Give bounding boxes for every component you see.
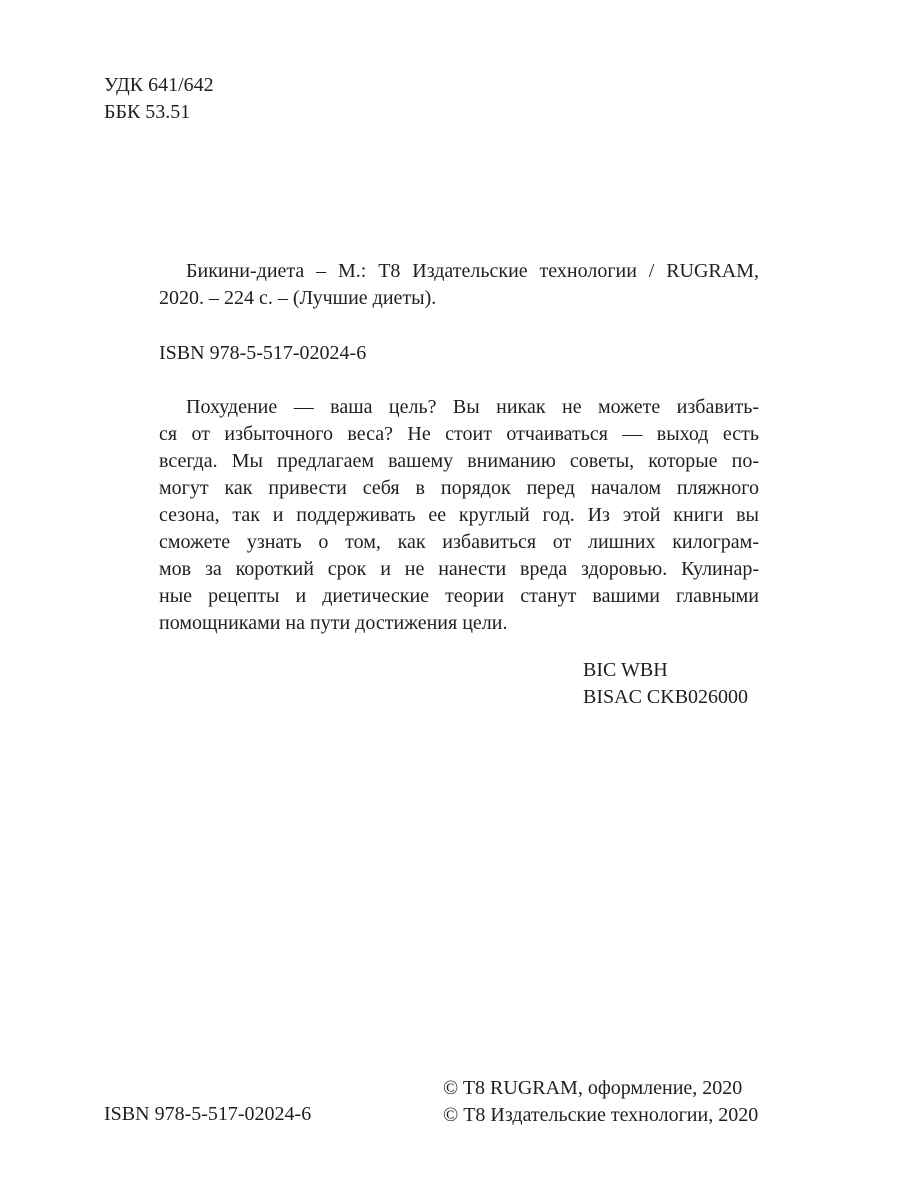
annotation-line: ся от избыточного веса? Не стоит отчаиваться — выход есть [159,423,759,445]
annotation-line: сезона, так и поддерживать ее круглый год. Из этой книги вы [159,504,759,526]
isbn-bottom: ISBN 978-5-517-02024-6 [104,1103,312,1125]
annotation [159,394,759,637]
bisac-code: BISAC CKB026000 [583,686,749,708]
bibliographic-record [159,258,759,312]
classification-block [104,72,214,126]
annotation-line: мов за короткий срок и не нанести вреда здоровью. Кулинар- [159,558,759,580]
copyright-block [443,1075,758,1129]
annotation-line: ные рецепты и диетические теории станут вашими главными [159,585,759,607]
bibliographic-line-2: 2020. – 224 с. – (Лучшие диеты). [159,287,437,309]
annotation-line: Похудение — ваша цель? Вы никак не можете избавить- [186,396,759,418]
bibliographic-line-1: Бикини-диета – М.: Т8 Издательские технологии / RUGRAM, [186,260,759,282]
subject-codes [583,657,748,711]
annotation-line: могут как привести себя в порядок перед началом пляжного [159,477,759,499]
bbk-code: ББК 53.51 [104,101,191,123]
copyright-publisher: © Т8 Издательские технологии, 2020 [443,1104,759,1126]
copyright-design: © T8 RUGRAM, оформление, 2020 [443,1077,743,1099]
annotation-line: всегда. Мы предлагаем вашему вниманию советы, которые по- [159,450,759,472]
udk-code: УДК 641/642 [104,74,214,96]
annotation-line: помощниками на пути достижения цели. [159,612,508,634]
bic-code: BIC WBH [583,659,668,681]
isbn-main: ISBN 978-5-517-02024-6 [159,342,367,364]
annotation-line: сможете узнать о том, как избавиться от лишних килограм- [159,531,759,553]
